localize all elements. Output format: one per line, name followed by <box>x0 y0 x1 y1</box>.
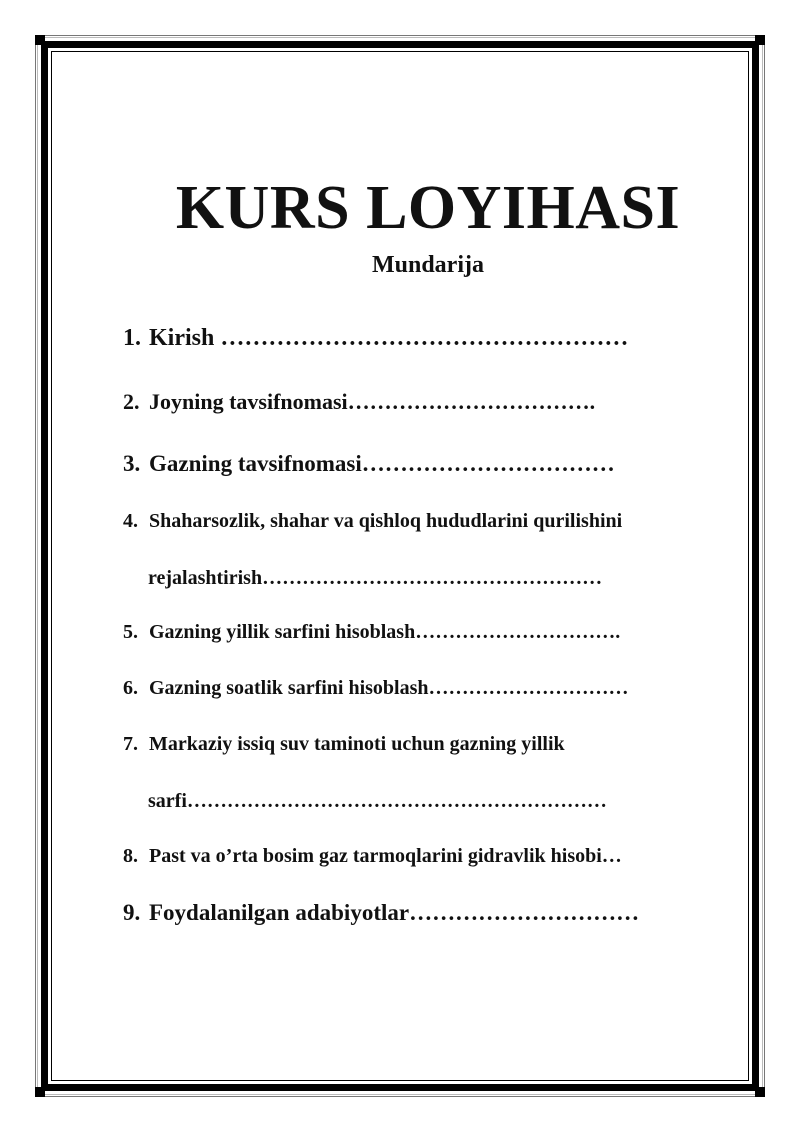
toc-item-number: 2. <box>123 389 140 414</box>
toc-item-text: Markaziy issiq suv taminoti uchun gazning yillik <box>149 733 565 755</box>
toc-item <box>123 510 622 533</box>
toc-item <box>123 845 622 868</box>
border-corner-bottom-right <box>755 1087 765 1097</box>
toc-item <box>123 451 615 477</box>
document-title: KURS LOYIHASI <box>175 174 681 242</box>
toc-item-text: Joyning tavsifnomasi……………………………. <box>149 389 596 414</box>
border-corner-top-right <box>755 35 765 45</box>
border-corner-bottom-left <box>35 1087 45 1097</box>
toc-item-text: Foydalanilgan adabiyotlar………………………… <box>149 900 640 925</box>
toc-item-text: Kirish …………………………………………… <box>149 325 629 351</box>
toc-item <box>123 325 628 352</box>
toc-item-number: 8. <box>123 845 138 867</box>
toc-item-continuation: sarfi……………………………………………………… <box>148 790 607 812</box>
toc-item <box>123 900 639 926</box>
toc-item-text: Past va o’rta bosim gaz tarmoqlarini gidravlik hisobi… <box>149 845 622 867</box>
border-corner-top-left <box>35 35 45 45</box>
toc-item-text: Shaharsozlik, shahar va qishloq hududlarini qurilishini <box>149 510 623 532</box>
toc-item-number: 7. <box>123 733 138 755</box>
toc-item-number: 5. <box>123 621 138 643</box>
toc-item-number: 6. <box>123 677 138 699</box>
toc-heading: Mundarija <box>371 252 484 278</box>
toc-item-continuation: rejalashtirish…………………………………………… <box>148 567 603 589</box>
toc-item <box>123 677 629 700</box>
toc-item-text: Gazning soatlik sarfini hisoblash………………………… <box>149 677 629 699</box>
toc-item <box>123 733 565 756</box>
toc-item-text: Gazning tavsifnomasi…………………………… <box>149 451 615 476</box>
toc-item <box>123 389 595 415</box>
toc-item-number: 1. <box>123 325 141 351</box>
toc-item-number: 9. <box>123 900 141 925</box>
toc-item-number: 3. <box>123 451 141 476</box>
toc-item <box>123 621 620 644</box>
toc-item-text: Gazning yillik sarfini hisoblash…………………………. <box>149 621 621 643</box>
toc-item-number: 4. <box>123 510 138 532</box>
